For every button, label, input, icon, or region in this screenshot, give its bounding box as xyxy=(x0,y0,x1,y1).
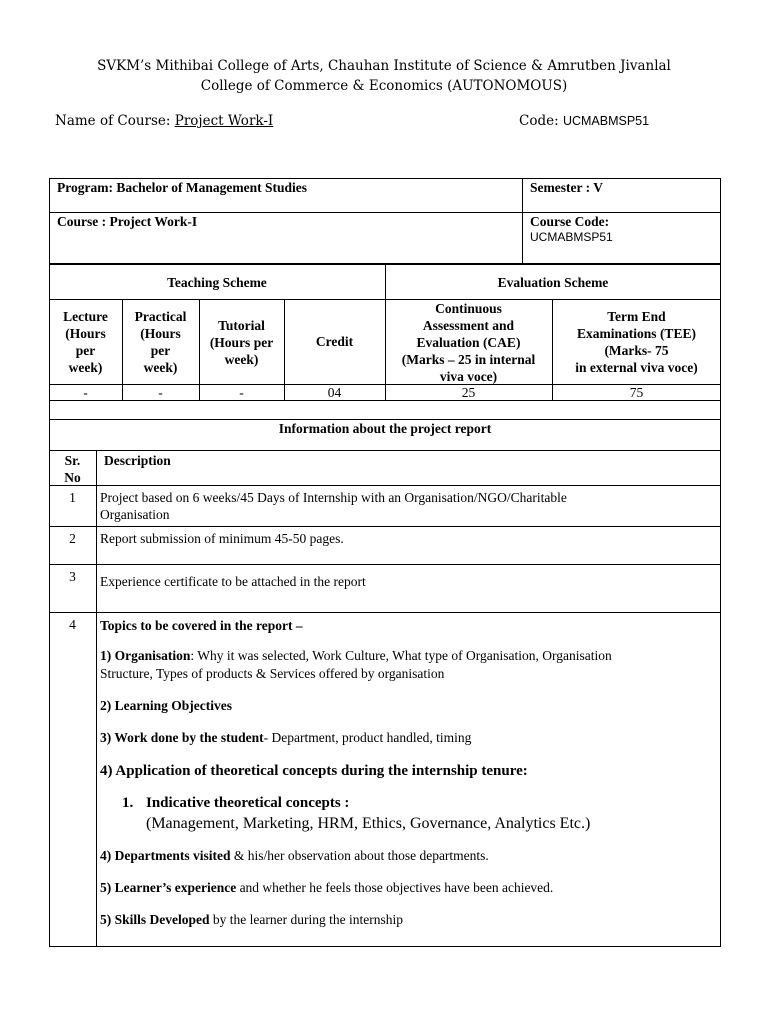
practical-line: week) xyxy=(143,360,178,375)
info-title: Information about the project report xyxy=(278,421,492,436)
divider xyxy=(49,450,721,451)
sr-line: No xyxy=(64,470,81,485)
cae-value: 25 xyxy=(461,385,476,400)
topic-application: 4) Application of theoretical concepts during the internship tenure: xyxy=(100,763,528,779)
course-code-field xyxy=(519,113,649,129)
sub-topic-number: 1. xyxy=(122,795,134,811)
topic-departments xyxy=(100,847,489,865)
topic-label: 3) Work done by the student xyxy=(100,730,264,745)
description-header: Description xyxy=(104,453,171,468)
topic-organisation xyxy=(100,647,612,665)
divider xyxy=(49,612,721,613)
tee-header xyxy=(552,308,721,376)
topic-label: 5) Skills Developed xyxy=(100,912,210,927)
tutorial-header xyxy=(199,317,284,368)
topic-text: & his/her observation about those departments. xyxy=(230,848,489,863)
credit-header: Credit xyxy=(315,334,354,349)
tutorial-line: week) xyxy=(224,352,259,367)
row-number: 4 xyxy=(69,617,76,632)
course-label: Course : Project Work-I xyxy=(57,214,198,229)
cae-line: (Marks – 25 in internal xyxy=(401,352,536,367)
tutorial-line: Tutorial xyxy=(218,318,265,333)
lecture-line: Lecture xyxy=(63,309,108,324)
sub-topic-title: Indicative theoretical concepts : xyxy=(146,795,350,811)
program-label: Program: Bachelor of Management Studies xyxy=(57,180,307,195)
divider xyxy=(96,450,97,947)
lecture-line: week) xyxy=(68,360,103,375)
topic-skills xyxy=(100,911,403,929)
topic-label: 5) Learner’s experience xyxy=(100,880,237,895)
cae-header xyxy=(385,300,552,385)
topic-text: : Why it was selected, Work Culture, What type of Organisation, Organisation xyxy=(190,648,612,663)
row-number: 3 xyxy=(69,569,76,584)
row-number: 2 xyxy=(69,531,76,546)
tee-line: Examinations (TEE) xyxy=(577,326,696,341)
lecture-line: per xyxy=(75,343,96,358)
divider xyxy=(49,485,721,486)
semester-label: Semester : V xyxy=(530,180,603,195)
cae-line: Continuous xyxy=(435,301,502,316)
course-code-label: Code: xyxy=(519,113,563,129)
credit-value: 04 xyxy=(327,385,342,400)
topic-learner-experience xyxy=(100,879,553,897)
topic-text: - Department, product handled, timing xyxy=(263,730,472,745)
row-description xyxy=(100,489,567,523)
course-code-header: Course Code: xyxy=(530,214,610,229)
practical-line: (Hours xyxy=(140,326,181,341)
description-line: Organisation xyxy=(100,507,170,522)
lecture-header xyxy=(49,308,122,376)
course-name-value: Project Work-I xyxy=(174,113,274,129)
row-number: 1 xyxy=(69,490,76,505)
divider xyxy=(522,178,523,264)
tutorial-line: (Hours per xyxy=(209,335,274,350)
lecture-line: (Hours xyxy=(65,326,106,341)
evaluation-scheme-header: Evaluation Scheme xyxy=(497,275,609,290)
row-description: Report submission of minimum 45-50 pages. xyxy=(100,531,344,546)
practical-header xyxy=(122,308,199,376)
topic-work-done xyxy=(100,729,471,747)
teaching-scheme-header: Teaching Scheme xyxy=(167,275,267,290)
row-description: Experience certificate to be attached in the report xyxy=(100,574,366,589)
cae-line: viva voce) xyxy=(439,369,498,384)
course-code-value: UCMABMSP51 xyxy=(562,114,650,128)
divider xyxy=(49,564,721,565)
topic-organisation-line2: Structure, Types of products & Services offered by organisation xyxy=(100,666,445,681)
topic-label: 1) Organisation xyxy=(100,648,191,663)
tutorial-value: - xyxy=(239,385,244,400)
course-name-label: Name of Course: xyxy=(55,113,175,129)
tee-line: in external viva voce) xyxy=(575,360,698,375)
cae-line: Assessment and xyxy=(422,318,515,333)
divider xyxy=(49,526,721,527)
tee-line: Term End xyxy=(607,309,666,324)
topic-text: by the learner during the internship xyxy=(209,912,403,927)
topics-title: Topics to be covered in the report – xyxy=(100,618,303,633)
practical-line: Practical xyxy=(134,309,187,324)
college-name-line-2: College of Commerce & Economics (AUTONOMOUS) xyxy=(200,78,568,94)
practical-line: per xyxy=(150,343,171,358)
tee-value: 75 xyxy=(629,385,644,400)
sub-topic-list: (Management, Marketing, HRM, Ethics, Governance, Analytics Etc.) xyxy=(146,815,591,832)
course-name-field xyxy=(55,113,273,129)
sr-line: Sr. xyxy=(64,453,81,468)
college-name-line-1: SVKM’s Mithibai College of Arts, Chauhan Institute of Science & Amrutben Jivanlal xyxy=(97,58,671,74)
description-line: Project based on 6 weeks/45 Days of Internship with an Organisation/NGO/Charitable xyxy=(100,490,567,505)
topic-text: and whether he feels those objectives have been achieved. xyxy=(236,880,554,895)
practical-value: - xyxy=(158,385,163,400)
course-code-cell: UCMABMSP51 xyxy=(530,230,613,244)
topic-learning-objectives: 2) Learning Objectives xyxy=(100,698,232,713)
tee-line: (Marks- 75 xyxy=(604,343,669,358)
cae-line: Evaluation (CAE) xyxy=(416,335,521,350)
topic-label: 4) Departments visited xyxy=(100,848,231,863)
sr-no-header xyxy=(49,452,96,486)
lecture-value: - xyxy=(83,385,88,400)
